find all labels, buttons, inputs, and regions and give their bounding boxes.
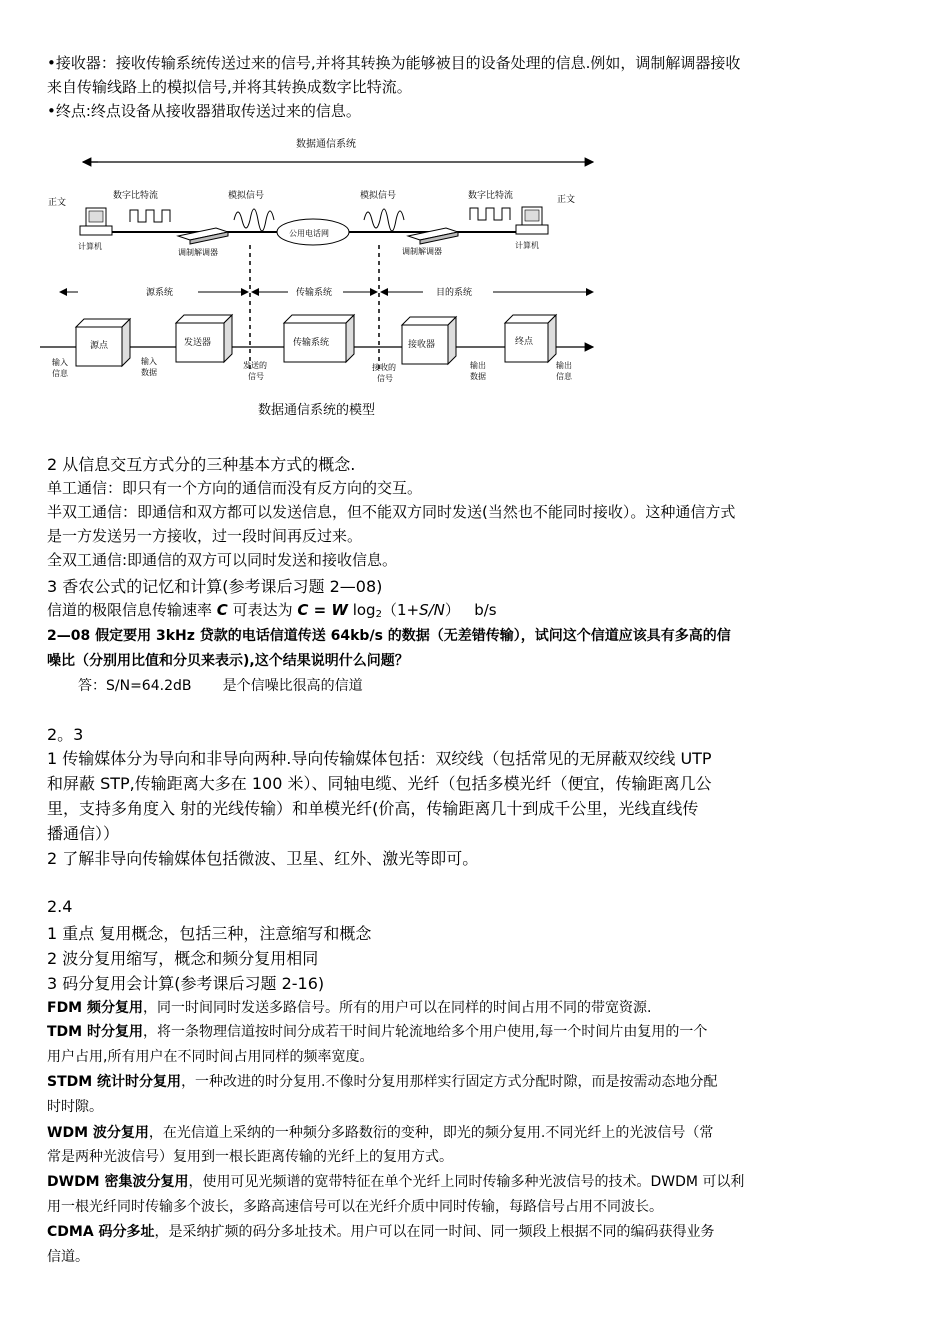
multiplex-item-2: 2 波分复用缩写，概念和频分复用相同 bbox=[47, 949, 319, 968]
media-line-3: 里，支持多角度入 射的光线传输）和单模光纤(价高，传输距离几十到成千公里，光线直线传 bbox=[47, 799, 699, 818]
multiplex-item-3: 3 码分复用会计算(参考课后习题 2-16) bbox=[47, 974, 325, 993]
problem-line-1: 2—08 假定要用 3kHz 贷款的电话信道传送 64kb/s 的数据（无差错传输），试问这个信道应该具有多高的信 bbox=[47, 628, 731, 644]
recv-signal-1: 接收的 bbox=[372, 363, 396, 372]
recv-signal-2: 信号 bbox=[377, 374, 393, 383]
computer-left-icon bbox=[80, 208, 112, 235]
shannon-formula: 信道的极限信息传输速率 C 可表达为 C = W $\log_2(1+S/N)$ b/s bbox=[47, 601, 497, 620]
problem-line-2: 噪比（分别用比值和分贝来表示),这个结果说明什么问题？ bbox=[47, 653, 409, 669]
sent-signal-1: 发送的 bbox=[243, 361, 267, 370]
receiver-line-2: 来自传输线路上的模拟信号,并将其转换成数字比特流。 bbox=[47, 78, 412, 96]
input-info-2: 信息 bbox=[52, 369, 68, 378]
modem-right-icon bbox=[408, 228, 458, 244]
section-3-heading: 3 香农公式的记忆和计算(参考课后习题 2—08) bbox=[47, 577, 383, 596]
computer-left-label: 计算机 bbox=[78, 242, 102, 251]
tdm-line-2: 用户占用,所有用户在不同时间占用同样的频率宽度。 bbox=[47, 1049, 374, 1065]
dwdm-line-2: 用一根光纤同时传输多个波长，多路高速信号可以在光纤介质中同时传输，每路信号占用不同波长。 bbox=[47, 1199, 663, 1215]
computer-right-label: 计算机 bbox=[515, 241, 539, 250]
section-2-3-heading: 2。3 bbox=[47, 725, 84, 744]
output-info-2: 信息 bbox=[556, 372, 572, 381]
digital-wave-right bbox=[470, 208, 510, 220]
modem-left-label: 调制解调器 bbox=[178, 248, 218, 257]
text-right-label: 正文 bbox=[557, 195, 576, 205]
computer-right-icon bbox=[516, 207, 548, 234]
analog-left-label: 模拟信号 bbox=[228, 191, 265, 201]
box-endpoint-label: 终点 bbox=[515, 337, 534, 347]
fdm-line: FDM 频分复用，同一时间同时发送多路信号。所有的用户可以在同样的时间占用不同的带宽资源. bbox=[47, 1000, 652, 1016]
stdm-line-1: STDM 统计时分复用，一种改进的时分复用.不像时分复用那样实行固定方式分配时隙，而是按需动态地分配 bbox=[47, 1074, 718, 1090]
multiplex-item-1: 1 重点 复用概念，包括三种，注意缩写和概念 bbox=[47, 924, 372, 943]
data-communication-diagram bbox=[38, 132, 598, 424]
answer-line: 答：S/N=64.2dB 是个信噪比很高的信道 bbox=[78, 678, 363, 694]
tdm-line-1: TDM 时分复用，将一条物理信道按时间分成若干时间片轮流地给多个用户使用,每一个时间片由复用的一个 bbox=[47, 1024, 708, 1040]
section-2-heading: 2 从信息交互方式分的三种基本方式的概念. bbox=[47, 455, 356, 474]
box-receiver-label: 接收器 bbox=[408, 340, 436, 350]
phone-network-label: 公用电话网 bbox=[289, 229, 329, 238]
analog-wave-right bbox=[364, 209, 404, 231]
half-duplex-line-2: 是一方发送另一方接收，过一段时间再反过来。 bbox=[47, 527, 363, 545]
stdm-line-2: 时时隙。 bbox=[47, 1099, 103, 1115]
modem-right-label: 调制解调器 bbox=[402, 247, 442, 256]
box-sender-label: 发送器 bbox=[184, 338, 212, 348]
dwdm-line-1: DWDM 密集波分复用，使用可见光频谱的宽带特征在单个光纤上同时传输多种光波信号的技术。DWDM 可以利 bbox=[47, 1174, 745, 1190]
transmission-system-label: 传输系统 bbox=[296, 288, 333, 298]
media-line-1: 1 传输媒体分为导向和非导向两种.导向传输媒体包括：双绞线（包括常见的无屏蔽双绞线 UTP bbox=[47, 749, 712, 768]
media-line-4: 播通信）） bbox=[47, 824, 120, 843]
digital-right-label: 数字比特流 bbox=[468, 191, 514, 201]
endpoint-line: •终点:终点设备从接收器猎取传送过来的信息。 bbox=[47, 102, 361, 120]
output-data-2: 数据 bbox=[470, 372, 486, 381]
wdm-line-2: 常是两种光波信号）复用到一根长距离传输的光纤上的复用方式。 bbox=[47, 1149, 453, 1165]
sent-signal-2: 信号 bbox=[248, 372, 264, 381]
input-data-1: 输入 bbox=[141, 357, 157, 366]
analog-wave-left bbox=[234, 209, 274, 231]
input-data-2: 数据 bbox=[141, 368, 157, 377]
text-left-label: 正文 bbox=[48, 198, 67, 208]
diagram-caption: 数据通信系统的模型 bbox=[258, 403, 376, 418]
modem-left-icon bbox=[178, 228, 228, 244]
half-duplex-line-1: 半双工通信：即通信和双方都可以发送信息，但不能双方同时发送(当然也不能同时接收）。这种通信方式 bbox=[47, 503, 736, 521]
unguided-media-line: 2 了解非导向传输媒体包括微波、卫星、红外、激光等即可。 bbox=[47, 849, 479, 868]
full-duplex-line: 全双工通信:即通信的双方可以同时发送和接收信息。 bbox=[47, 551, 398, 569]
output-data-1: 输出 bbox=[470, 361, 486, 370]
input-info-1: 输入 bbox=[52, 358, 68, 367]
source-system-label: 源系统 bbox=[146, 288, 174, 298]
digital-left-label: 数字比特流 bbox=[113, 191, 159, 201]
cdma-line-2: 信道。 bbox=[47, 1249, 89, 1265]
diagram-top-title: 数据通信系统 bbox=[296, 139, 356, 150]
receiver-line-1: •接收器：接收传输系统传送过来的信号,并将其转换为能够被目的设备处理的信息.例如，调制解调器接收 bbox=[47, 54, 741, 72]
box-transmission-label: 传输系统 bbox=[293, 338, 330, 348]
box-source-label: 源点 bbox=[90, 341, 109, 351]
media-line-2: 和屏蔽 STP,传输距离大多在 100 米）、同轴电缆、光纤（包括多模光纤（便宜，传输距离几公 bbox=[47, 774, 712, 793]
wdm-line-1: WDM 波分复用，在光信道上采纳的一种频分多路数衍的变种，即光的频分复用.不同光纤上的光波信号（常 bbox=[47, 1125, 714, 1141]
dest-system-label: 目的系统 bbox=[436, 288, 473, 298]
cdma-line-1: CDMA 码分多址，是采纳扩频的码分多址技术。用户可以在同一时间、同一频段上根据不同的编码获得业务 bbox=[47, 1224, 715, 1240]
digital-wave-left bbox=[130, 210, 170, 222]
simplex-line: 单工通信：即只有一个方向的通信而没有反方向的交互。 bbox=[47, 479, 423, 497]
analog-right-label: 模拟信号 bbox=[360, 191, 397, 201]
output-info-1: 输出 bbox=[556, 361, 572, 370]
section-2-4-heading: 2.4 bbox=[47, 897, 73, 916]
